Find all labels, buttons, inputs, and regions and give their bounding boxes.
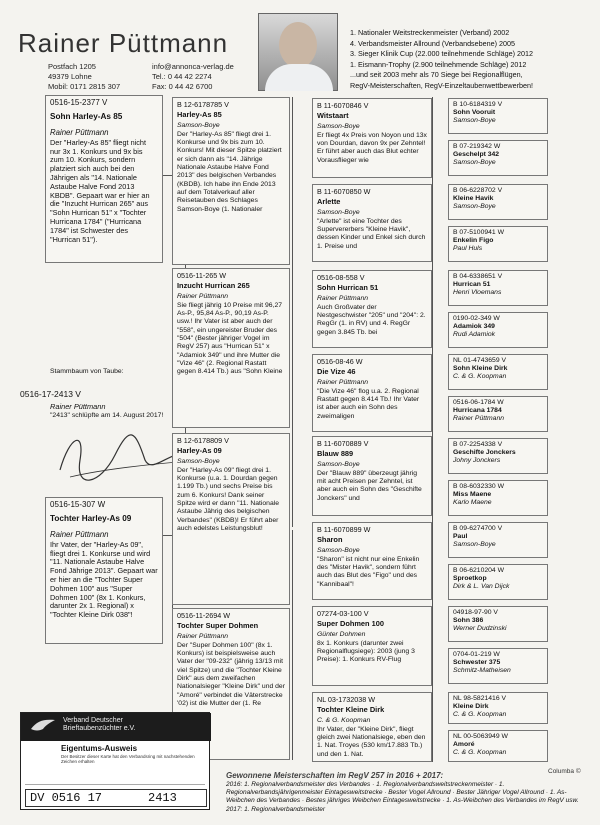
pigeon-name: Harley-As 09: [177, 446, 222, 456]
breeder: C. & G. Koopman: [453, 373, 507, 381]
breeder: Rainer Püttmann: [317, 294, 369, 302]
connector-line: [432, 97, 433, 762]
breeder: Paul Huls: [453, 245, 483, 253]
breeder: Günter Dohmen: [317, 630, 366, 638]
contact-block: [152, 62, 234, 92]
description: Ihr Vater, der "Kleine Dirk", fliegt gleich zwei Nationalsiege, eben den 1. Nat. Troyes (530 km/17.883 Tb.) und den 1. Nat.: [317, 725, 426, 758]
address-block: [48, 62, 120, 92]
pigeon-name: Hurricana 1784: [453, 407, 502, 415]
description: Auch Großvater der Nestgeschwister "205" und "204": 2. RegGr (1. in RV) und 4. RegGr gegen 3.845 Tb. bei: [317, 303, 426, 336]
pigeon-name: Paul: [453, 533, 468, 541]
great-grandparent-box[interactable]: [312, 606, 432, 686]
pigeon-name: Sproetkop: [453, 575, 487, 583]
breeder-photo: [258, 13, 338, 91]
pigeon-name: Schwester 375: [453, 659, 501, 667]
ring-number: B 11-6070846 V: [317, 101, 369, 110]
ring-number: 0516-15-307 W: [50, 500, 106, 509]
breeder: Samson-Boye: [453, 541, 496, 549]
breeder: Rainer Püttmann: [177, 632, 229, 640]
ring-number: 0704-01-219 W: [453, 651, 500, 658]
breeder: Rainer Püttmann: [453, 415, 505, 423]
gen4-box[interactable]: [448, 480, 548, 516]
ring-number: B 11-6070889 V: [317, 439, 369, 448]
breeder: C. & G. Koopman: [317, 716, 371, 724]
pigeon-name: Arlette: [317, 197, 341, 207]
pigeon-name: Inzucht Hurrican 265: [177, 281, 250, 291]
achievement-item: 1. Eismann-Trophy (2.900 teilnehmende Schläge) 2012: [350, 59, 527, 69]
great-grandparent-box[interactable]: [312, 436, 432, 516]
main-description: "2413" schlüpfte am 14. August 2017!: [50, 412, 164, 419]
description: "Sharon" ist nicht nur eine Enkelin des "Mister Havik", sondern führt auch das Blut des "Figo" und des "Kannibaal"!: [317, 555, 420, 588]
description: Ihr Vater, der "Harley-As 09", fliegt drei 1. Konkurse und wird "11. Nationale Astaube Halve Fond Jährige 2013". Gepaart war er hier an die "Tochter Super Dohmen 100" aus "Super Dohmen 100" (8x 1. Konkurs, darunter 2x 1. Regional) x "Tochter Kleine Dirk 038"!: [50, 539, 158, 620]
achievement-item: RegV-Meisterschaften, RegV-Einzeltaubenwettbewerben!: [350, 80, 533, 90]
ring-number: B 07-5100941 W: [453, 229, 505, 236]
ownership-card: [20, 712, 210, 810]
pigeon-name: Harley-As 85: [177, 110, 222, 120]
breeder: Rainer Püttmann: [50, 529, 109, 539]
ring-number: 0516-11-265 W: [177, 271, 227, 280]
pigeon-name: Kleine Dirk: [453, 703, 489, 711]
address-line: 49379 Lohne: [48, 72, 92, 81]
gen4-box[interactable]: [448, 140, 548, 176]
grandparent-box[interactable]: [172, 97, 290, 265]
championships-title: Gewonnene Meisterschaften im RegV 257 in 2016 + 2017:: [226, 771, 444, 780]
achievement-item: 1. Nationaler Weitstreckenmeister (Verband) 2002: [350, 28, 510, 37]
ring-number: B 10-6184319 V: [453, 101, 503, 108]
connector-line: [292, 97, 293, 527]
great-grandparent-box[interactable]: [312, 354, 432, 432]
breeder: Samson-Boye: [317, 460, 360, 468]
ring-number: B 07-219342 W: [453, 143, 501, 150]
gen4-box[interactable]: [448, 564, 548, 600]
gen4-box[interactable]: [448, 606, 548, 642]
breeder: Johny Jonckers: [453, 457, 501, 465]
ring-number: 04918-97-90 V: [453, 609, 498, 616]
breeder: Rainer Püttmann: [177, 292, 229, 300]
ring-number: NL 98-5821416 V: [453, 695, 507, 702]
ring-number: B 06-6228702 V: [453, 187, 503, 194]
gen4-box[interactable]: [448, 730, 548, 762]
grandparent-box[interactable]: [172, 433, 290, 605]
breeder: Samson-Boye: [453, 203, 496, 211]
gen4-box[interactable]: [448, 438, 548, 474]
gen4-box[interactable]: [448, 270, 548, 306]
card-title: Eigentums-Ausweis: [61, 744, 138, 753]
pigeon-name: Enkelin Figo: [453, 237, 494, 245]
great-grandparent-box[interactable]: [312, 98, 432, 178]
description: Der "Harley-As 85" fliegt nicht nur 3x 1. Konkurs und 9x bis zum 10. Konkurs, sondern platziert sich auch bei den Jährigen als "14. Nationale Astaube Halve Fond 2013 KBDB". Gepaart war er hier an die "Inzucht Hurrican 265" aus "Sohn Hurrican 51" x "Tochter Hurricana 1784" ("Hurricana 1784" ist Schwester des "Hurrican 51").: [50, 137, 150, 244]
pigeon-name: Miss Maene: [453, 491, 492, 499]
description: Der "Harley-As 09" fliegt drei 1. Konkurse (u.a. 1. Dourdan gegen 1.199 Tb.) und sechs Preise bis zum 6. Konkurs! Dank seiner Spitze wird er dann "11. Nationale Astaube Jährig des belgischen Verbandes" (KBDB)! Er führt aber auch edelstes Leistungsblut!: [177, 466, 280, 532]
gen4-box[interactable]: [448, 226, 548, 262]
gen4-box[interactable]: [448, 522, 548, 558]
pigeon-name: Sohn Kleine Dirk: [453, 365, 508, 373]
great-grandparent-box[interactable]: [312, 522, 432, 600]
address-line: Postfach 1205: [48, 62, 96, 71]
pigeon-name: Tochter Super Dohmen: [177, 621, 259, 631]
description: "Arlette" ist eine Tochter des Supervererbers "Kleine Havik", dessen Kinder und Enkel sich durch 1. Preise und: [317, 217, 426, 250]
ring-number: B 08-6032330 W: [453, 483, 505, 490]
connector-line: [292, 530, 293, 760]
card-subtitle: Der Besitzer dieser Karte hat den Verbandsring mit nachstehenden Zeichen erhalten: [61, 754, 195, 764]
description: Sie fliegt jährig 10 Preise mit 96,27 As-P., 95,84 As-P., 90,19 As-P. usw.! Ihr Vater ist aber auch der "558", ein ungereister Bruder des "504" (Bester jähriger Vogel im RegV 257) aus "Hurrican 51" x "Adamiok 349" und ihre Mutter die "Vize 46" (2. Regional Rastatt gegen 8.414 Tb.) aus "Sohn Kleine: [177, 301, 283, 376]
breeder: Samson-Boye: [453, 159, 496, 167]
description: Der "Harley-As 85" fliegt drei 1. Konkurse und 9x bis zum 10. Konkurs! Mit dieser Spitze platziert er sich dann als "14. Jährige Nationale Astaube Halve Fond 2013" des belgischen Verbandes (KBDB). Ich habe ihn Ende 2013 auf dem Totalverkauf aller Reisetauben des Schlages Samson-Boye (1. Nationaler: [177, 130, 282, 213]
pedigree-label: Stammbaum von Taube:: [50, 368, 124, 375]
ring-number: 0516-08-46 W: [317, 357, 363, 366]
ring-number: NL 03-1732038 W: [317, 695, 376, 704]
pigeon-name: Sharon: [317, 535, 343, 545]
breeder: Samson-Boye: [317, 122, 360, 130]
breeder: Henri Vloemans: [453, 289, 502, 297]
breeder: Rainer Püttmann: [317, 378, 369, 386]
main-ring-number: 0516-17-2413 V: [20, 389, 81, 399]
org-line: Brieftaubenzüchter e.V.: [63, 725, 136, 732]
pigeon-name: Hurrican 51: [453, 281, 491, 289]
main-breeder: Rainer Püttmann: [50, 402, 106, 411]
gen4-box[interactable]: [448, 312, 548, 348]
pigeon-name: Sohn Hurrican 51: [317, 283, 379, 293]
gen4-box[interactable]: [448, 396, 548, 432]
achievement-item: 3. Sieger Klinik Cup (22.000 teilnehmende Schläge) 2012: [350, 49, 534, 59]
ring-number: 0516-11-2694 W: [177, 611, 231, 620]
gen4-box[interactable]: [448, 184, 548, 220]
ring-number: B 07-2254338 V: [453, 441, 503, 448]
ring-number: B 04-6338651 V: [453, 273, 503, 280]
breeder: Rudi Adamiok: [453, 331, 496, 339]
ring-number: 0190-02-349 W: [453, 315, 500, 322]
achievement-item: 4. Verbandsmeister Allround (Verbandsebene) 2005: [350, 38, 516, 48]
gen4-box[interactable]: [448, 354, 548, 390]
address-line: Mobil: 0171 2815 307: [48, 82, 121, 91]
ring-number: B 12-6178785 V: [177, 100, 229, 109]
pigeon-name: Sohn 386: [453, 617, 484, 625]
parent-box[interactable]: [45, 95, 163, 263]
gen4-box[interactable]: [448, 98, 548, 134]
pigeon-name: Adamiok 349: [453, 323, 495, 331]
breeder: Karlo Maene: [453, 499, 492, 507]
breeder: Samson-Boye: [177, 457, 220, 465]
gen4-box[interactable]: [448, 692, 548, 724]
breeder: Samson-Boye: [317, 208, 360, 216]
breeder: Samson-Boye: [177, 121, 220, 129]
pigeon-name: Tochter Kleine Dirk: [317, 705, 385, 715]
description: Er fliegt 4x Preis von Noyon und 13x von Dourdan, davon 9x per Zehntel! Er führt aber auch das Blut echter Vorausflieger wie: [317, 131, 427, 164]
pigeon-name: Witstaart: [317, 111, 349, 121]
org-line: Verband Deutscher: [63, 717, 123, 724]
achievements-list: [350, 28, 595, 92]
copyright: Columba ©: [548, 768, 581, 775]
email-link[interactable]: info@annonca-verlag.de: [152, 62, 234, 71]
breeder-name: Rainer Püttmann: [18, 28, 229, 58]
ring-number: NL 01-4743659 V: [453, 357, 507, 364]
ring-number: B 11-6070899 W: [317, 525, 371, 534]
description: Der "Super Dohmen 100" (8x 1. Konkurs) ist beispielsweise auch Vater der "09-232" (jährig 13/13 mit viel Spitze) und die "Tochter Kleine Dirk" aus dem zweifachen Nationalsieger "Kleine Dirk" und der "Amoré" verbindet die Väterstrecke '02) ist die Mutter der (1. Re: [177, 641, 285, 707]
achievement-item: ...und seit 2003 mehr als 70 Siege bei Regionalflügen,: [350, 70, 523, 80]
fax-number: Fax: 0 44 42 6700: [152, 82, 213, 91]
championships-text: 2016: 1. Regionalverbandsmeister des Verbandes · 1. Regionalverbandsweitstreckenmeister · 1. Regionalverbandsjährigenmeister Eintagesweitstrecke · Bester Vogel Allround · Bester Jähriger Vogel Allround · 1. As-Weibchen des Verbandes · Bestes jähriges Weibchen Eintagesweitstrecke · 1. As-Weibchen des Verbandes im RegV usw. 2017: 1. Regionalverbandsmeister: [226, 781, 579, 813]
ring-number: 0516-06-1784 W: [453, 399, 504, 406]
great-grandparent-box[interactable]: [312, 184, 432, 262]
ring-prefix: DV 0516 17: [30, 791, 103, 805]
parent-box[interactable]: [45, 497, 163, 644]
grandparent-box[interactable]: [172, 268, 290, 428]
breeder: Samson-Boye: [317, 546, 360, 554]
pigeon-name: Amoré: [453, 741, 475, 749]
ring-number: NL 00-5063949 W: [453, 733, 508, 740]
pigeon-name: Blauw 889: [317, 449, 354, 459]
phone-number: Tel.: 0 44 42 2274: [152, 72, 212, 81]
breeder: Rainer Püttmann: [50, 127, 109, 137]
ring-number: 0516-15-2377 V: [50, 98, 108, 107]
pigeon-name: Tochter Harley-As 09: [50, 514, 132, 524]
great-grandparent-box[interactable]: [312, 270, 432, 348]
gen4-box[interactable]: [448, 648, 548, 684]
breeder: Schmitz-Matheisen: [453, 667, 511, 675]
ring-number: B 12-6178809 V: [177, 436, 229, 445]
ring-number: 07274-03-100 V: [317, 609, 369, 618]
ring-number: B 09-6274700 V: [453, 525, 503, 532]
breeder: C. & G. Koopman: [453, 749, 507, 757]
description: Der "Blauw 889" überzeugt jährig mit acht Preisen per Zehntel, ist aber auch ein Sohn des "Geschifte Jonckers" und: [317, 469, 422, 502]
ring-number-field: [25, 789, 207, 807]
owner-field: [25, 771, 205, 785]
pigeon-name: Sohn Vooruit: [453, 109, 496, 117]
breeder: Dirk & L. Van Dijck: [453, 583, 510, 591]
pigeon-name: Kleine Havik: [453, 195, 494, 203]
great-grandparent-box[interactable]: [312, 692, 432, 762]
pigeon-name: Geschelpt 342: [453, 151, 500, 159]
pigeon-name: Super Dohmen 100: [317, 619, 384, 629]
ring-number: B 11-6070850 W: [317, 187, 371, 196]
pigeon-name: Sohn Harley-As 85: [50, 112, 123, 122]
description: 8x 1. Konkurs (darunter zwei Regionalflugsiege): 2003 (jung 3 Preise): 1. Konkurs RV-Flug: [317, 639, 415, 664]
description: "Die Vize 46" flog u.a. 2. Regional Rastatt gegen 8.414 Tb.! Ihr Vater ist aber auch ein Sohn des zweimaligen: [317, 387, 420, 420]
ring-number: 0516-08-558 V: [317, 273, 365, 282]
pigeon-name: Die Vize 46: [317, 367, 356, 377]
dove-logo-icon: [29, 717, 57, 737]
ring-number: B 06-6210204 W: [453, 567, 505, 574]
pigeon-name: Geschifte Jonckers: [453, 449, 516, 457]
breeder: Samson-Boye: [453, 117, 496, 125]
breeder: C. & G. Koopman: [453, 711, 507, 719]
breeder: Werner Dudzinski: [453, 625, 507, 633]
ring-suffix: 2413: [148, 791, 177, 805]
